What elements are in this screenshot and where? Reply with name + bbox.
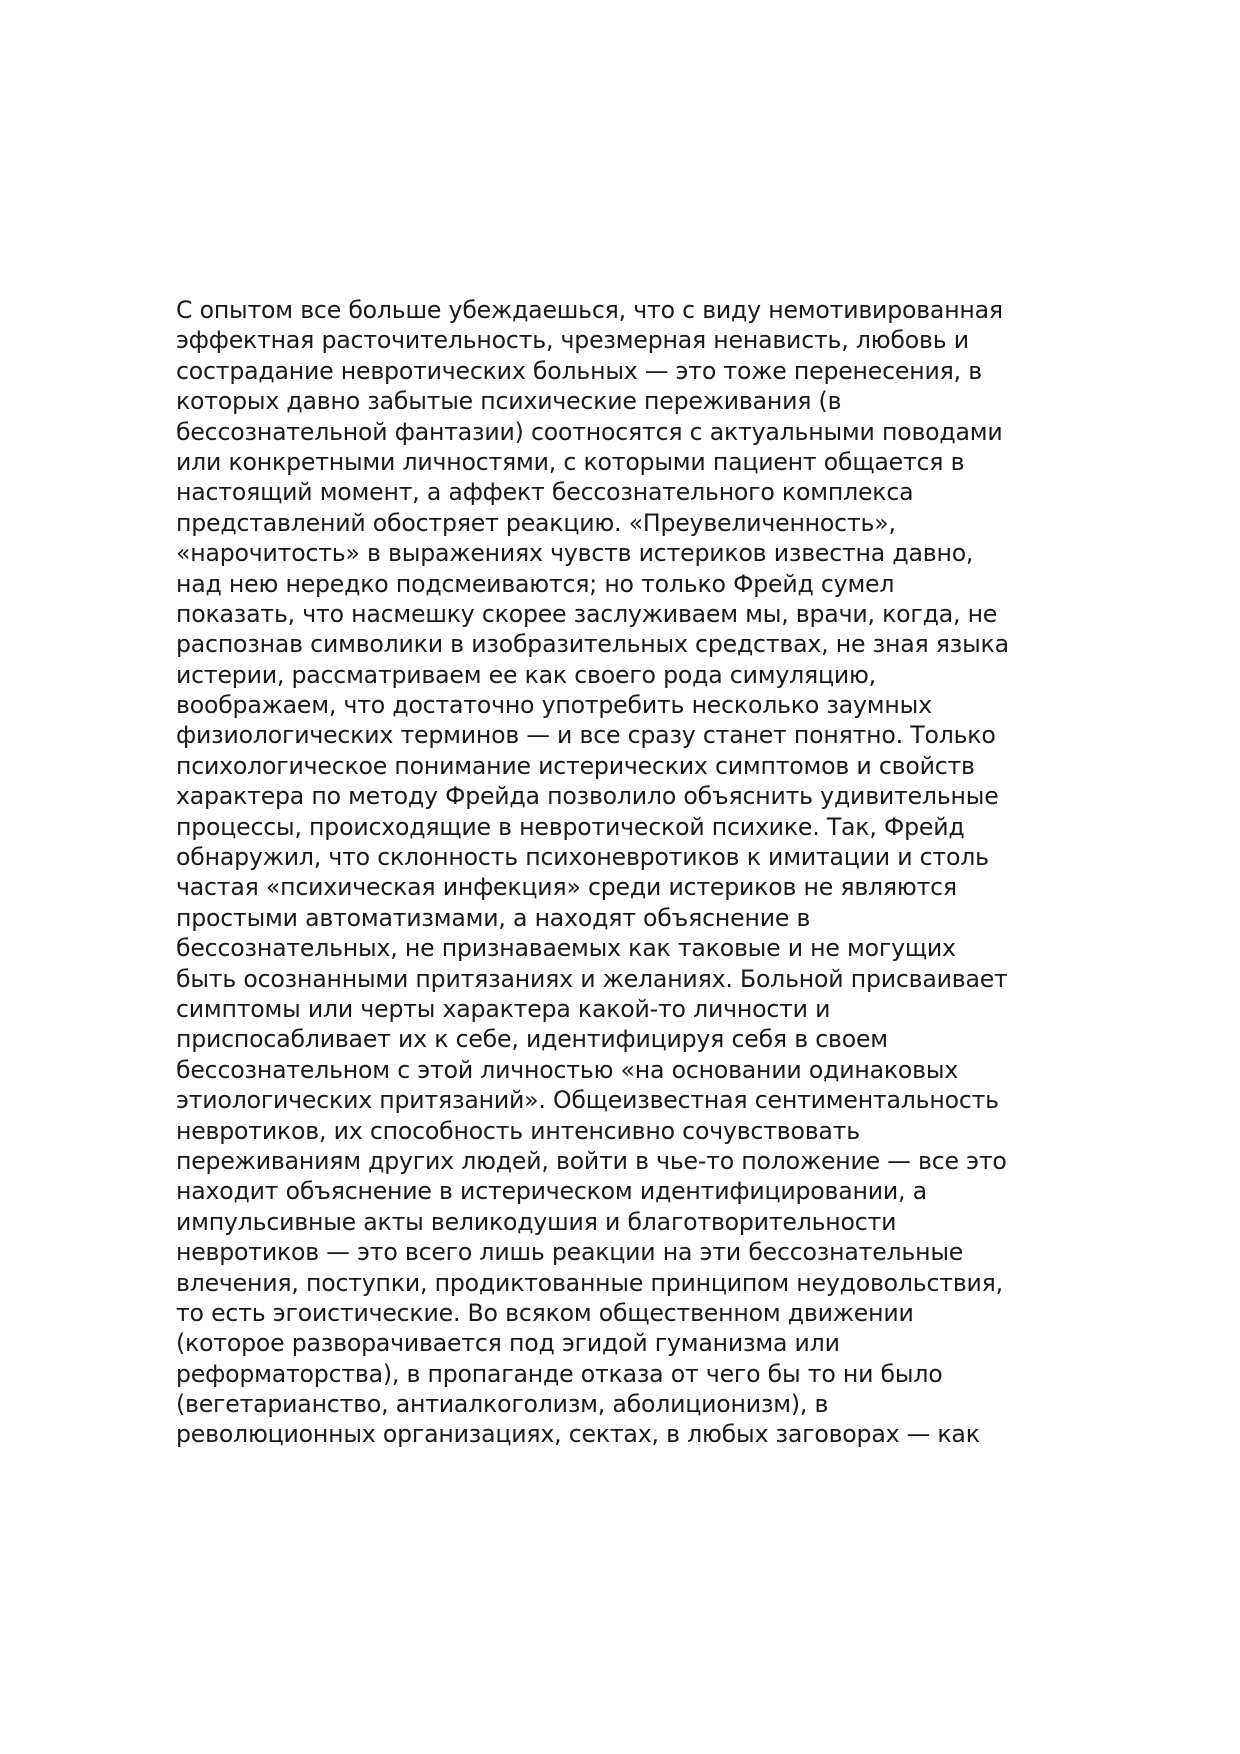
text-line: процессы, происходящие в невротической психике. Так, Фрейд	[176, 812, 965, 841]
text-line: представлений обостряет реакцию. «Преувеличенность»,	[176, 508, 896, 537]
text-line: быть осознанными притязаниях и желаниях. Больной присваивает	[176, 964, 1008, 993]
text-line: приспосабливает их к себе, идентифицируя себя в своем	[176, 1025, 888, 1054]
body-text	[176, 295, 1076, 1450]
text-line: сострадание невротических больных — это тоже перенесения, в	[176, 356, 982, 385]
text-line: импульсивные акты великодушия и благотворительности	[176, 1207, 897, 1236]
text-line: которых давно забытые психические переживания (в	[176, 387, 842, 416]
text-line: эффектная расточительность, чрезмерная ненависть, любовь и	[176, 326, 969, 355]
text-line: находит объяснение в истерическом идентифицировании, а	[176, 1177, 927, 1206]
text-line: переживаниям других людей, войти в чье-то положение — все это	[176, 1146, 1007, 1175]
text-line: реформаторства), в пропаганде отказа от чего бы то ни было	[176, 1359, 943, 1388]
text-line: истерии, рассматриваем ее как своего рода симуляцию,	[176, 660, 876, 689]
text-line: симптомы или черты характера какой-то личности и	[176, 994, 831, 1023]
text-line: распознав символики в изобразительных средствах, не зная языка	[176, 630, 1009, 659]
text-line: этиологических притязаний». Общеизвестная сентиментальность	[176, 1086, 999, 1115]
text-line: (которое разворачивается под эгидой гуманизма или	[176, 1329, 840, 1358]
text-line: бессознательной фантазии) соотносятся с актуальными поводами	[176, 417, 1003, 446]
text-line: над нею нередко подсмеиваются; но только Фрейд сумел	[176, 569, 895, 598]
text-line: невротиков — это всего лишь реакции на эти бессознательные	[176, 1238, 964, 1267]
text-line: невротиков, их способность интенсивно сочувствовать	[176, 1116, 860, 1145]
text-line: влечения, поступки, продиктованные принципом неудовольствия,	[176, 1268, 1003, 1297]
text-line: «нарочитость» в выражениях чувств истериков известна давно,	[176, 539, 974, 568]
text-line: бессознательном с этой личностью «на основании одинаковых	[176, 1055, 959, 1084]
text-line: бессознательных, не признаваемых как таковые и не могущих	[176, 934, 956, 963]
text-line: простыми автоматизмами, а находят объяснение в	[176, 903, 811, 932]
text-line: частая «психическая инфекция» среди истериков не являются	[176, 873, 957, 902]
text-line: психологическое понимание истерических симптомов и свойств	[176, 751, 975, 780]
text-line: (вегетарианство, антиалкоголизм, аболиционизм), в	[176, 1390, 829, 1419]
text-line: настоящий момент, а аффект бессознательного комплекса	[176, 478, 914, 507]
text-line: С опытом все больше убеждаешься, что с виду немотивированная	[176, 296, 1003, 324]
text-line: характера по методу Фрейда позволило объяснить удивительные	[176, 782, 999, 811]
text-line: революционных организациях, сектах, в любых заговорах — как	[176, 1420, 980, 1449]
text-line: показать, что насмешку скорее заслуживаем мы, врачи, когда, не	[176, 599, 998, 628]
text-line: обнаружил, что склонность психоневротиков к имитации и столь	[176, 843, 989, 872]
text-line: или конкретными личностями, с которыми пациент общается в	[176, 447, 965, 476]
text-line: то есть эгоистические. Во всяком общественном движении	[176, 1298, 914, 1327]
text-line: воображаем, что достаточно употребить несколько заумных	[176, 691, 932, 720]
text-line: физиологических терминов — и все сразу станет понятно. Только	[176, 721, 996, 750]
